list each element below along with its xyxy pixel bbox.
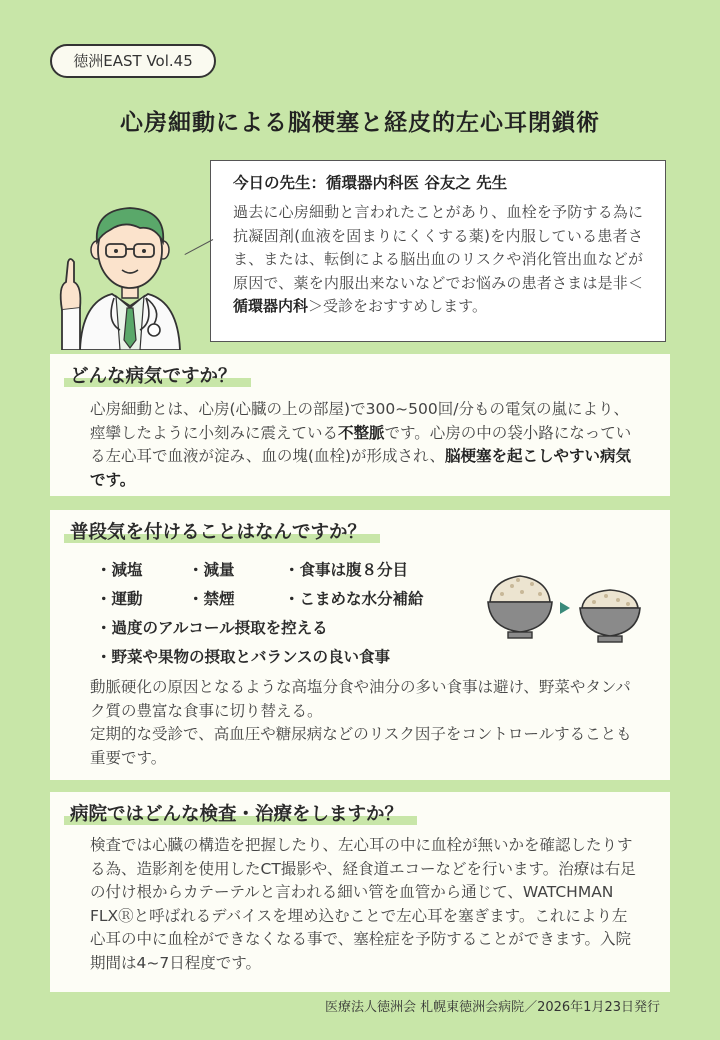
section-body [90,676,638,770]
message-text-end: ＞受診をおすすめします。 [308,297,487,315]
message-highlight: 循環器内科 [233,297,309,315]
tip-smoking: ・禁煙 [188,590,235,608]
doctor-name-heading: 今日の先生：循環器内科医 谷友之 先生 [233,174,508,192]
section-body [90,398,638,492]
tip-alcohol: ・過度のアルコール摂取を控える [96,619,328,637]
section-title: 病院ではどんな検査・治療をしますか？ [64,800,409,826]
highlight-stroke: 脳梗塞を起こしやすい病気です。 [90,447,631,489]
body-text: 動脈硬化の原因となるような高塩分食や油分の多い食事は避け、野菜やタンパク質の豊富な食事に切り替える。 [90,678,631,720]
rice-bowl-illustration [486,566,646,652]
doctor-message-box [210,160,666,342]
volume-badge: 徳洲EAST Vol.45 [50,44,216,78]
section-treatment [50,792,670,992]
tips-list [96,556,424,672]
tip-exercise: ・運動 [96,590,143,608]
section-title: 普段気を付けることはなんですか？ [64,518,372,544]
publisher-footer: 医療法人徳洲会 札幌東徳洲会病院／2026年1月23日発行 [324,1000,660,1015]
body-text: 定期的な受診で、高血圧や糖尿病などのリスク因子をコントロールすることも重要です。 [90,725,632,767]
tip-vegetables: ・野菜や果物の摂取とバランスの良い食事 [96,648,391,666]
section-disease [50,354,670,496]
highlight-arrhythmia: 不整脈 [338,423,385,442]
section-title: どんな病気ですか？ [64,362,243,388]
page-title: 心房細動による脳梗塞と経皮的左心耳閉鎖術 [120,110,600,136]
message-text: 過去に心房細動と言われたことがあり、血栓を予防する為に抗凝固剤(血液を固まりにくくする薬)を内服している患者さま、または、転倒による脳出血のリスクや消化管出血などが原因で、薬を内服出来ないなどでお悩みの患者さまは是非＜ [233,203,643,292]
section-body: 検査では心臓の構造を把握したり、左心耳の中に血栓が無いかを確認したりする為、造影剤を使用したCT撮影や、経食道エコーなどを行います。治療は右足の付け根からカテーテルと言われる細い管を血管から通じて、WATCHMAN FLXⓇと呼ばれるデバイスを埋め込むことで左心耳を塞ぎます。これにより左心耳の中に血栓ができなくなる事で、塞栓症を予防することができます。入院期間は4~7日程度です。 [90,836,636,972]
body-text: 心房細動とは、心房(心臓の上の部屋)で300~500回/分もの電気の嵐により、痙攣したように小刻みに震えている [90,400,629,442]
tip-water: ・こまめな水分補給 [284,590,424,608]
section-daily-care [50,510,670,780]
doctor-message [233,201,643,319]
body-text: です。心房の中の袋小路になっている左心耳で血液が淀み、血の塊(血栓)が形成され、 [90,423,632,465]
tip-salt: ・減塩 [96,561,143,579]
tip-weight: ・減量 [188,561,235,579]
tip-eating: ・食事は腹８分目 [284,561,409,579]
doctor-illustration [40,190,220,350]
